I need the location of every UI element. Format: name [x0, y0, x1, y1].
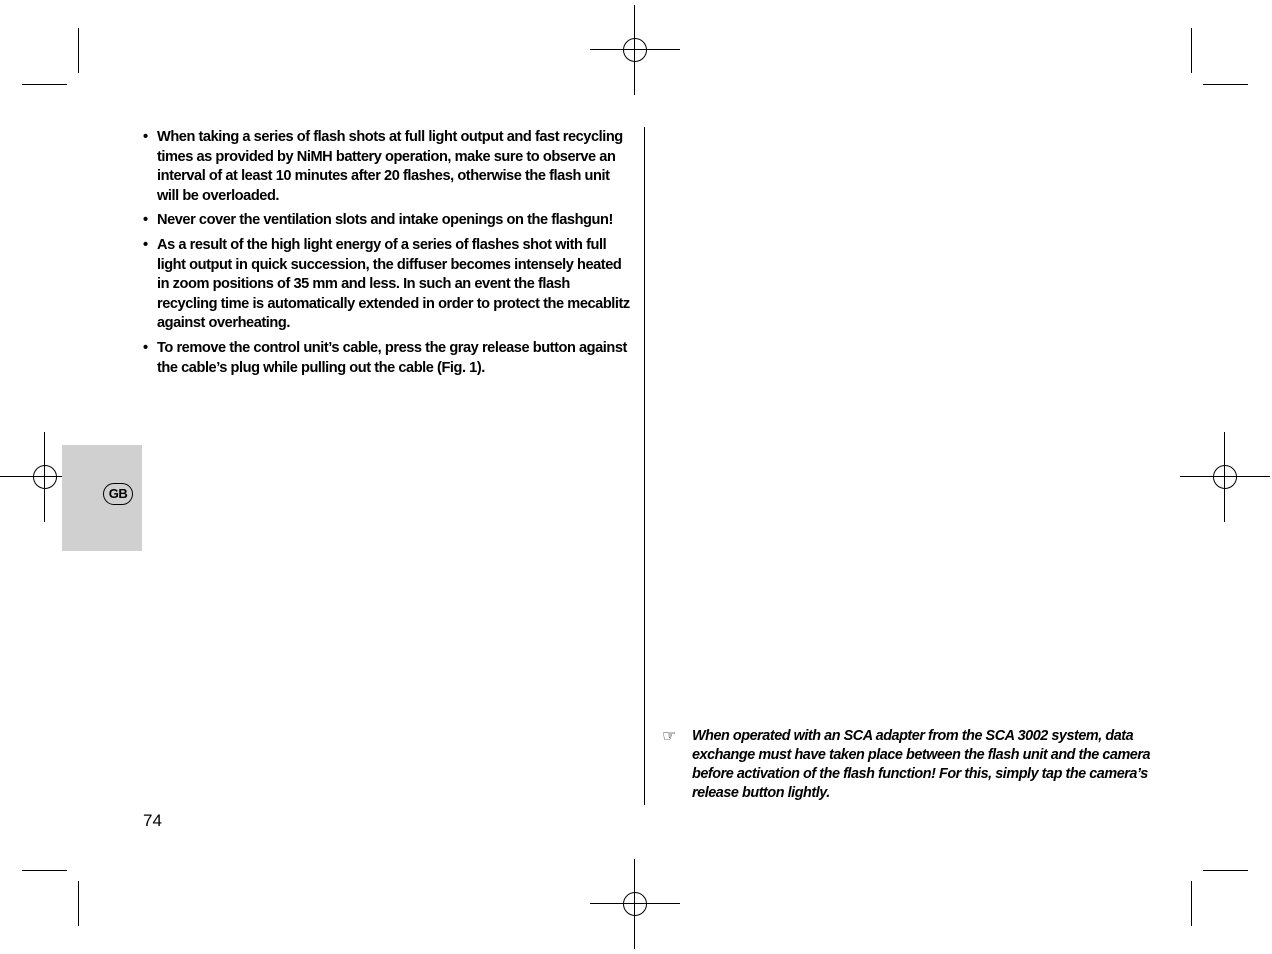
bullet-text: As a result of the high light energy of a series of flashes shot with full light output in quick succession, the diffuser becomes intensely heated in zoom positions of 35 mm and less. In such an event the flash recycling time is automatically extended in order to protect the mecablitz against overheating. — [157, 236, 630, 332]
bullet-mark: • — [143, 339, 148, 356]
bullet-list — [143, 128, 633, 383]
registration-mark-right — [1180, 432, 1270, 522]
registration-mark-top — [590, 5, 680, 95]
crop-mark-top-right-vertical — [1191, 28, 1192, 73]
bullet-mark: • — [143, 129, 148, 145]
bullet-item-4 — [143, 339, 633, 378]
bullet-item-2 — [143, 211, 633, 231]
crop-mark-bottom-right-horizontal — [1203, 870, 1248, 871]
bullet-text: When taking a series of flash shots at full light output and fast recycling times as provided by NiMH battery operation, make sure to observe an interval of at least 10 minutes after 20 flashes, otherwise the flash unit will be overloaded. — [157, 129, 623, 204]
language-badge: GB — [103, 483, 133, 505]
note-text: When operated with an SCA adapter from the SCA 3002 system, data exchange must have taken place between the flash unit and the camera before activation of the flash function! For this, simply tap the camera’s release button lightly. — [692, 728, 1151, 801]
bullet-item-3 — [143, 236, 633, 334]
note-block — [662, 727, 1154, 803]
crop-mark-bottom-left-vertical — [78, 881, 79, 926]
bullet-mark: • — [143, 212, 148, 229]
bullet-item-1 — [143, 128, 633, 206]
bullet-mark: • — [143, 236, 148, 253]
bullet-text: To remove the control unit’s cable, press the gray release button against the cable’s plug while pulling out the cable (Fig. 1). — [157, 339, 627, 376]
crop-mark-bottom-right-vertical — [1191, 881, 1192, 926]
crop-mark-top-left-horizontal — [22, 84, 67, 85]
crop-mark-top-right-horizontal — [1203, 84, 1248, 85]
crop-mark-top-left-vertical — [78, 28, 79, 73]
registration-mark-bottom — [590, 859, 680, 949]
column-divider — [644, 127, 645, 805]
bullet-text: Never cover the ventilation slots and intake openings on the flashgun! — [157, 212, 613, 229]
page-number: 74 — [143, 811, 162, 830]
pointing-hand-icon: ☞ — [662, 728, 677, 745]
crop-mark-bottom-left-horizontal — [22, 870, 67, 871]
